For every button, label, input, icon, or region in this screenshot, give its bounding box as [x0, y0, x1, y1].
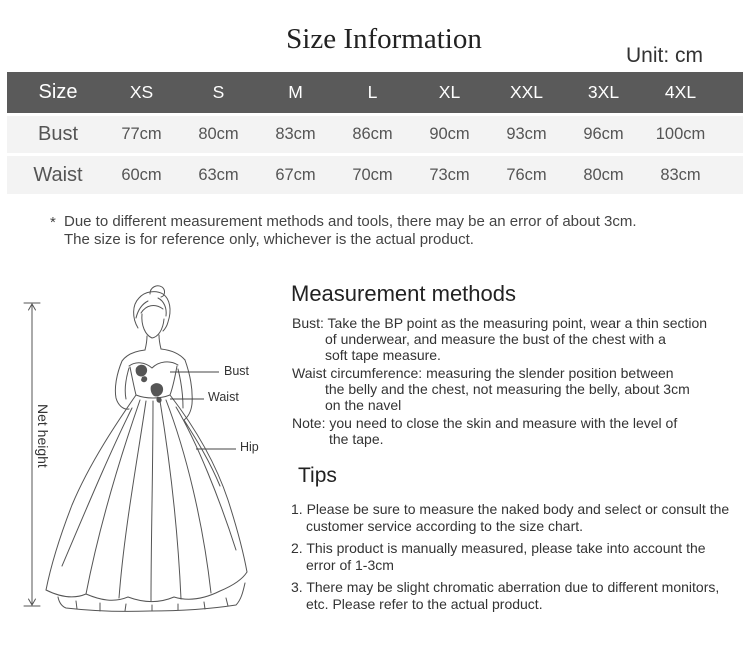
measurement-note [50, 213, 690, 253]
table-cell: 76cm [506, 165, 547, 184]
method-line: Note: you need to close the skin and measure with the level of [292, 415, 678, 431]
table-cell: 83cm [275, 125, 316, 143]
measurement-callouts [170, 364, 259, 454]
methods-list [292, 315, 707, 449]
table-cell: 86cm [352, 125, 393, 143]
row-label: Bust [37, 123, 79, 145]
method-line: on the navel [325, 397, 402, 413]
left-arm [115, 361, 129, 409]
neck [145, 335, 161, 350]
table-cell: 83cm [660, 165, 701, 184]
methods-heading: Measurement methods [291, 281, 516, 306]
size-header-label: Size [38, 81, 78, 103]
table-cell: 67cm [275, 165, 316, 184]
method-line: Bust: Take the BP point as the measuring point, wear a thin section [292, 315, 708, 331]
size-header-cell: XXL [509, 82, 544, 102]
waist-callout-label: Waist [208, 390, 239, 404]
table-cell: 70cm [352, 165, 393, 184]
skirt-folds [62, 400, 236, 601]
size-header-cell: M [288, 82, 303, 102]
right-shoulder [161, 349, 185, 360]
tip-line: customer service according to the size chart. [306, 518, 584, 534]
lace-applique [136, 365, 163, 403]
table-row-bust [7, 116, 743, 153]
bodice-neckline [129, 362, 178, 368]
skirt-hem [46, 572, 247, 602]
note-text [64, 213, 637, 249]
size-header-cell: S [212, 82, 225, 102]
tip-line: etc. Please refer to the actual product. [306, 596, 543, 612]
table-row-waist [7, 156, 743, 194]
table-cell: 96cm [583, 125, 624, 143]
table-cell: 100cm [655, 125, 706, 143]
tips-heading: Tips [298, 464, 337, 487]
size-header-cell: XL [438, 82, 461, 102]
size-header-cell: 4XL [664, 82, 697, 102]
row-label: Waist [33, 163, 83, 186]
tips-list [291, 501, 729, 618]
dress-illustration [0, 280, 290, 620]
underskirt-ruffles [76, 598, 228, 611]
table-cell: 93cm [506, 125, 547, 143]
method-line: soft tape measure. [325, 347, 441, 363]
hair-fringe [141, 306, 163, 313]
size-header-cell: XS [129, 82, 154, 102]
method-line: the tape. [329, 431, 384, 447]
note-asterisk: * [50, 214, 56, 231]
table-cell: 73cm [429, 165, 470, 184]
net-height-label: Net height [35, 404, 51, 468]
method-line: of underwear, and measure the bust of the chest with a [325, 331, 666, 347]
tip-item [291, 501, 729, 535]
size-header-cell: 3XL [587, 82, 620, 102]
size-header-cell: L [367, 82, 378, 102]
table-cell: 80cm [198, 125, 239, 143]
method-item-bust [292, 315, 707, 363]
hip-callout-label: Hip [240, 440, 259, 454]
tip-line: 2. This product is manually measured, please take into account the [291, 540, 706, 556]
method-line: Waist circumference: measuring the slender position between [292, 365, 674, 381]
note-line: Due to different measurement methods and tools, there may be an error of about 3cm. [64, 213, 637, 230]
figure-head [134, 286, 170, 350]
tip-item [291, 579, 729, 613]
table-cell: 90cm [429, 125, 470, 143]
skirt-right-edge [170, 395, 247, 572]
tip-line: 3. There may be slight chromatic aberration due to different monitors, [291, 579, 720, 595]
size-table-header-row [7, 72, 743, 113]
method-item-waist [292, 365, 707, 413]
right-arm [178, 360, 192, 420]
hair-outline [134, 292, 170, 331]
net-height-ruler [24, 303, 51, 606]
unit-label: Unit: cm [625, 44, 703, 67]
waistline [136, 395, 170, 398]
table-cell: 77cm [121, 125, 162, 143]
method-line: the belly and the chest, not measuring the belly, about 3cm [325, 381, 690, 397]
tip-line: error of 1-3cm [306, 557, 394, 573]
table-cell: 60cm [121, 165, 162, 184]
page-title: Size Information [286, 23, 482, 55]
table-cell: 80cm [583, 165, 624, 184]
tip-item [291, 540, 729, 574]
note-line: The size is for reference only, whichever is the actual product. [64, 231, 474, 248]
tip-line: 1. Please be sure to measure the naked body and select or consult the [291, 501, 730, 517]
left-shoulder [122, 350, 145, 361]
ball-gown-skirt [46, 395, 247, 611]
table-cell: 63cm [198, 165, 239, 184]
method-item-note [292, 415, 707, 447]
bust-callout-label: Bust [224, 364, 250, 378]
face [142, 314, 164, 338]
